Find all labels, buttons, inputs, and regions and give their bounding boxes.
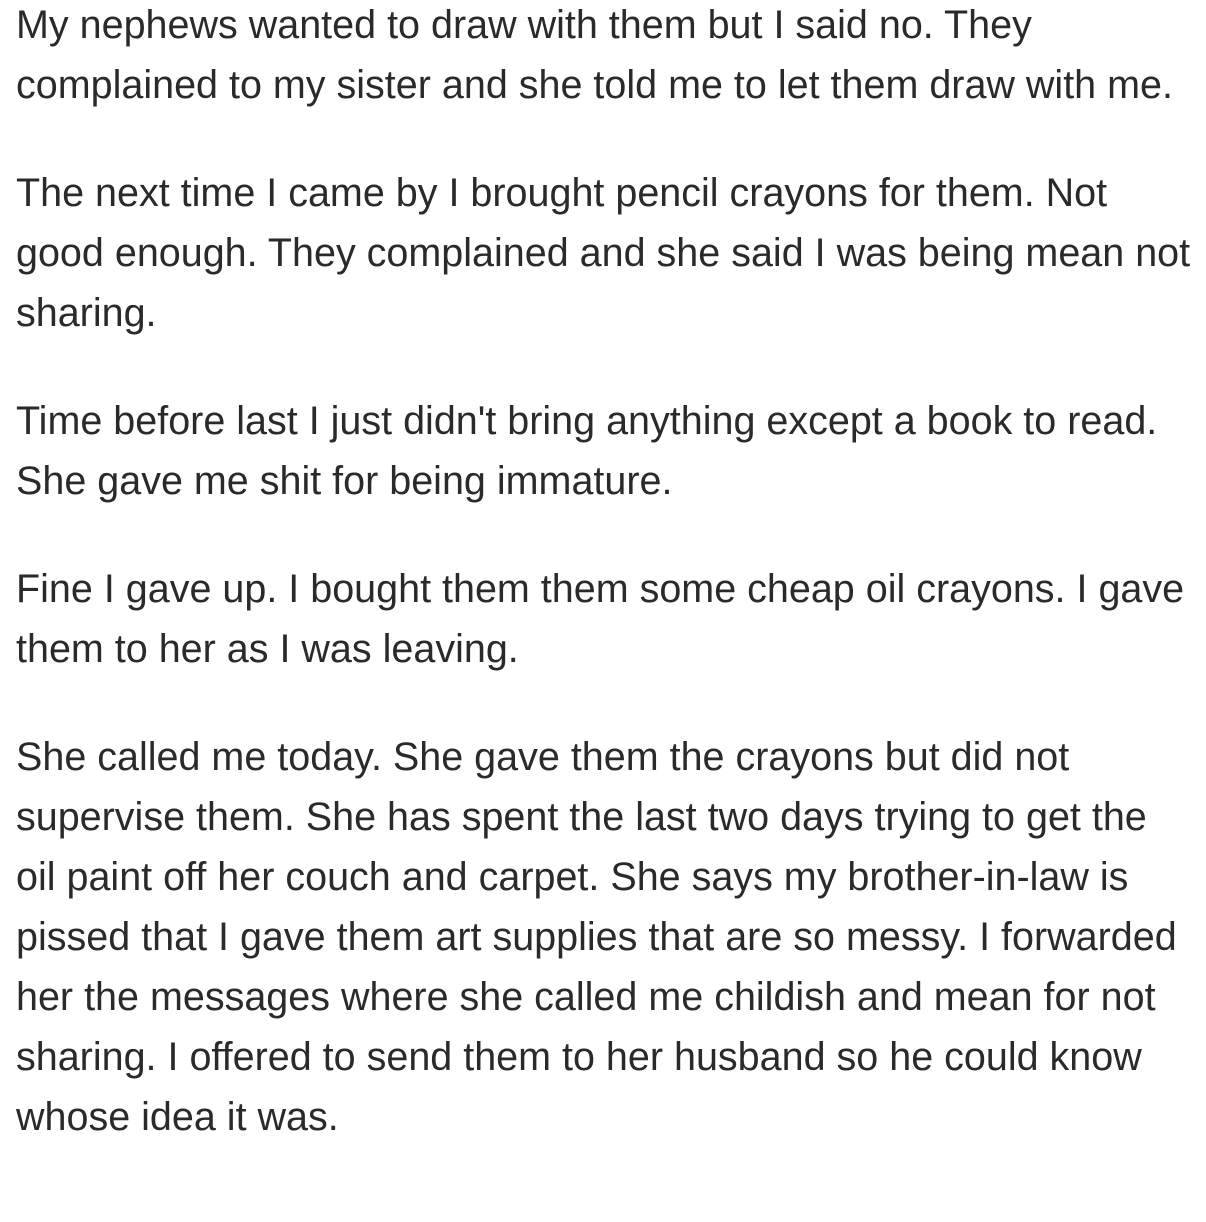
paragraph-5: She called me today. She gave them the crayons but did not supervise them. She has spent the last two days trying to get the oil paint off her couch and carpet. She says my brother-in-law is pissed that I gave them art supplies that are so messy. I forwarded her the messages where she called me childish and mean for not sharing. I offered to send them to her husband so he could know whose idea it was.: [16, 735, 1177, 1139]
paragraph-3: Time before last I just didn't bring anything except a book to read. She gave me shit for being immature.: [16, 399, 1158, 503]
paragraph-1: My nephews wanted to draw with them but I said no. They complained to my sister and she told me to let them draw with me.: [16, 3, 1173, 107]
paragraph-4: Fine I gave up. I bought them them some cheap oil crayons. I gave them to her as I was leaving.: [16, 567, 1185, 671]
paragraph-2: The next time I came by I brought pencil crayons for them. Not good enough. They complained and she said I was being mean not sharing.: [16, 171, 1191, 335]
